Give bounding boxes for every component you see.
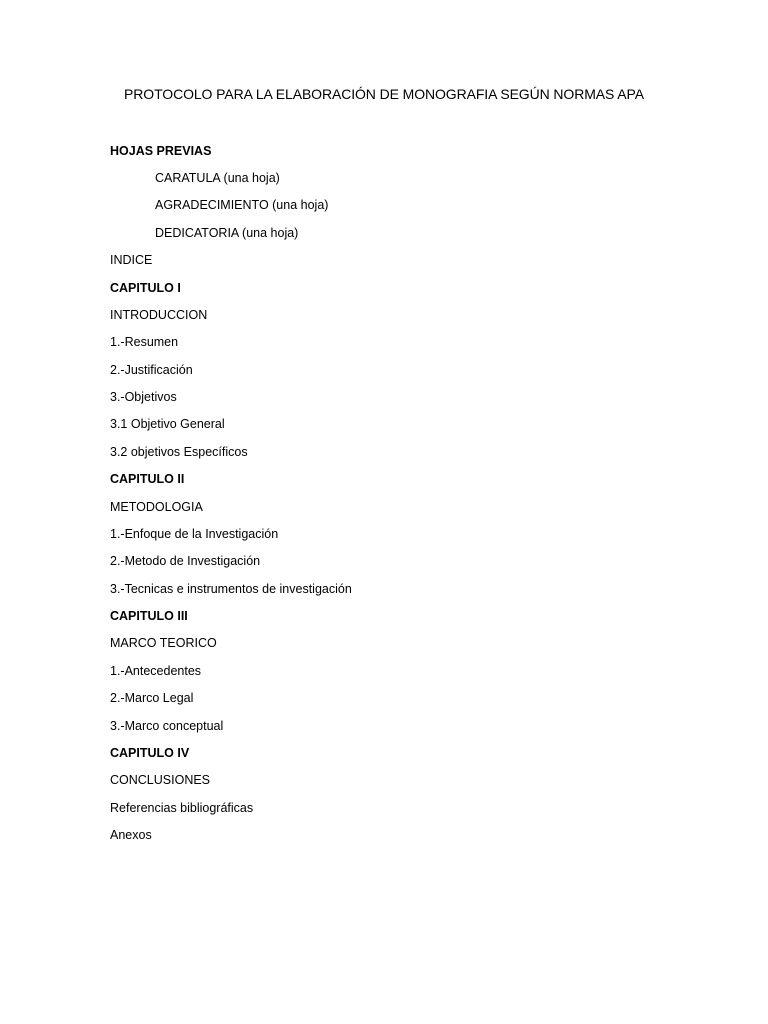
chapter-heading-2: CAPITULO II [110,472,185,486]
list-item-anexos: Anexos [110,828,152,842]
section-heading-hojas-previas: HOJAS PREVIAS [110,144,212,158]
chapter-subtitle-metodologia: METODOLOGIA [110,500,203,514]
list-item-caratula: CARATULA (una hoja) [155,171,280,185]
chapter-heading-3: CAPITULO III [110,609,188,623]
document-title: PROTOCOLO PARA LA ELABORACIÓN DE MONOGRAFIA SEGÚN NORMAS APA [124,86,644,102]
list-item: 3.1 Objetivo General [110,417,225,431]
list-item: 1.-Resumen [110,335,179,349]
list-item-dedicatoria: DEDICATORIA (una hoja) [155,226,299,240]
chapter-subtitle-marco-teorico: MARCO TEORICO [110,636,217,650]
list-item: 1.-Enfoque de la Investigación [110,527,279,541]
list-item: 2.-Justificación [110,363,193,377]
list-item-referencias: Referencias bibliográficas [110,801,254,815]
chapter-heading-4: CAPITULO IV [110,746,190,760]
list-item-agradecimiento: AGRADECIMIENTO (una hoja) [155,198,329,212]
list-item: 2.-Metodo de Investigación [110,554,261,568]
list-item-indice: INDICE [110,253,153,267]
list-item: 2.-Marco Legal [110,691,194,705]
chapter-subtitle-conclusiones: CONCLUSIONES [110,773,211,787]
list-item: 3.-Tecnicas e instrumentos de investigación [110,582,352,596]
list-item: 1.-Antecedentes [110,664,202,678]
chapter-subtitle-introduccion: INTRODUCCION [110,308,208,322]
list-item: 3.-Marco conceptual [110,719,224,733]
chapter-heading-1: CAPITULO I [110,281,181,295]
list-item: 3.-Objetivos [110,390,177,404]
list-item: 3.2 objetivos Específicos [110,445,248,459]
